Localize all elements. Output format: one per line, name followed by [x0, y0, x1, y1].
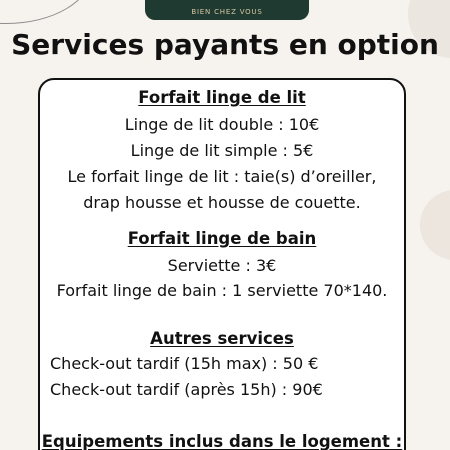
text-line: Check-out tardif (après 15h) : 90€ [50, 380, 323, 399]
page-title: Services payants en option [11, 28, 439, 61]
section-heading-linge-bain: Forfait linge de bain [127, 229, 317, 248]
text-line: Le forfait linge de lit : taie(s) d’oreiller, [67, 167, 377, 186]
top-banner [145, 0, 309, 20]
text-line: Check-out tardif (15h max) : 50 € [50, 354, 319, 373]
decorative-circle [420, 190, 450, 260]
decorative-curve [0, 0, 92, 24]
text-line: Linge de lit simple : 5€ [130, 141, 314, 160]
text-line: Serviette : 3€ [167, 256, 277, 275]
text-line: drap housse et housse de couette. [83, 193, 361, 212]
text-line: Linge de lit double : 10€ [124, 115, 320, 134]
text-line: Forfait linge de bain : 1 serviette 70*140. [56, 281, 388, 300]
banner-text: BIEN CHEZ VOUS [191, 8, 263, 16]
section-heading-linge-lit: Forfait linge de lit [138, 88, 306, 107]
section-heading-autres: Autres services [150, 329, 294, 348]
section-heading-equipements: Equipements inclus dans le logement : [41, 432, 403, 450]
services-card [38, 78, 406, 450]
